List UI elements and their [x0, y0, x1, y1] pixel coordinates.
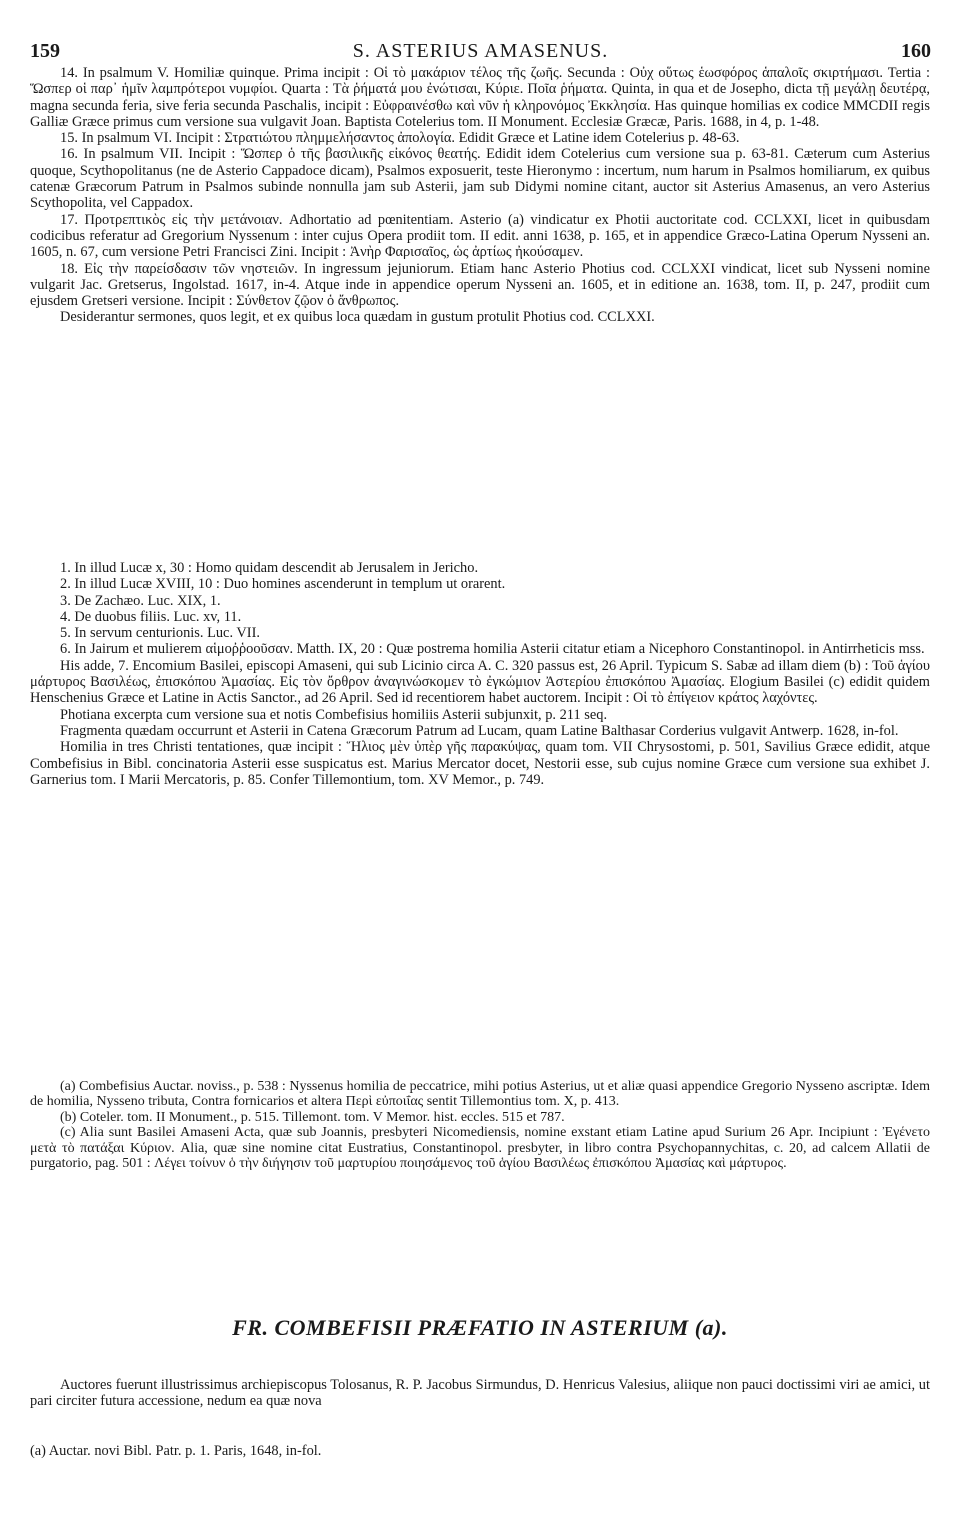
paragraph: Auctores fuerunt illustrissimus archiepiscopus Tolosanus, R. P. Jacobus Sirmundus, D. Henricus Valesius, aliique non pauci doctissimi viri ae amici, ut pari circiter futura accessione, nedum ea quæ nova — [30, 1377, 930, 1410]
list-item: 5. In servum centurionis. Luc. VII. — [60, 625, 260, 642]
paragraph: 17. Προτρεπτικὸς εἰς τὴν μετάνοιαν. Adhortatio ad pœnitentiam. Asterio (a) vindicatur ex Photii auctoritate cod. CCLXXI, licet in quibusdam codicibus referatur ad Gregorium Nyssenum : inter cujus Opera prodiit tom. II edit. anni 1638, p. 165, et in appendice Græco-Latina Operum Nysseni an. 1605, n. 67, cum versione Petri Francisci Zini. Incipit : Ἀνὴρ Φαρισαῖος, ὡς ἀρτίως ἠκούσαμεν. — [30, 211, 930, 261]
section-footnote: (a) Auctar. novi Bibl. Patr. p. 1. Paris, 1648, in-fol. — [30, 1443, 322, 1459]
paragraph: 15. In psalmum VI. Incipit : Στρατιώτου πλημμελήσαντος ἀπολογία. Edidit Græce et Latine idem Cotelerius p. 48-63. — [60, 130, 740, 147]
running-title: S. ASTERIUS AMASENUS. — [352, 40, 609, 62]
list-item: 2. In illud Lucæ XVIII, 10 : Duo homines ascenderunt in templum ut orarent. — [60, 576, 506, 593]
paragraph: 16. In psalmum VII. Incipit : Ὥσπερ ὁ τῆς βασιλικῆς εἰκόνος θεατής. Edidit idem Cotelerius cum versione sua p. 63-81. Cæterum cum Asterius quoque, Scythopolitanus (ne de Asterio Cappadoce dicam), Psalmos exposuerit, teste Hieronymo : incertum, num harum in Psalmos homiliarum, ex quibus catenæ Græcorum Patrum in Psalmos subinde nonnulla jam sub Asterii, jam sub Didymi nomine citant, auctor sit Asterius Amasenus, an vero Asterius Scythopolita, vel Cappadox. — [30, 146, 930, 212]
page-number-left: 159 — [30, 40, 60, 62]
section-body — [30, 1377, 930, 1410]
paragraph: Desiderantur sermones, quos legit, et ex quibus loca quædam in gustum protulit Photius cod. CCLXXI. — [60, 309, 655, 326]
footnote: (b) Coteler. tom. II Monument., p. 515. Tillemont. tom. V Memor. hist. eccles. 515 et 787. — [60, 1109, 565, 1125]
running-header — [30, 40, 931, 64]
footnotes — [30, 1079, 930, 1171]
footnote: (a) Combefisius Auctar. noviss., p. 538 : Nyssenus homilia de peccatrice, mihi potius Asterius, ut et aliæ quasi appendice Gregorio Nysseno ascriptæ. Idem de homilia, Nysseno tributa, Contra fornicarios et altera Περὶ εὐποιΐας sentit Tillemontius tom. X, p. 413. — [30, 1079, 930, 1110]
footnote: (c) Alia sunt Basilei Amaseni Acta, quæ sub Joannis, presbyteri Nicomediensis, nomine exstant etiam Latine apud Surium 26 Apr. Incipiunt : Ἐγένετο μετὰ τὸ πατάξαι Κύριον. Alia, quæ sine nomine citat Eustratius, Constantinopol. presbyter, in libro contra Psychopannychitas, c. 20, ad calcem Allatii de purgatorio, pag. 501 : Λέγει τοίνυν ὁ τὴν διήγησιν τοῦ μαρτυρίου ποιησάμενος τοῦ ἁγίου Βασιλέως ἐπισκόπου Ἀμασίας καὶ μάρτυρος. — [30, 1125, 930, 1172]
paragraph: 14. In psalmum V. Homiliæ quinque. Prima incipit : Οἱ τὸ μακάριον τέλος τῆς ζωῆς. Secunda : Οὐχ οὕτως ἑωσφόρος ἁπαλοῖς σκιρτήμασι. Tertia : Ὥσπερ οἱ παρ᾽ ἡμῖν λαμπρότεροι νυμφίοι. Quarta : Τὰ ῥήματά μου ἐνώτισαι, Κύριε. Ποῖα ῥήματα. Quinta, in qua et de Josepho, dicta τῇ μεγάλῃ δευτέρᾳ, magna secunda feria, sive feria secunda Paschalis, incipit : Εὐφραινέσθω καὶ νῦν ἡ κληρονόμος Ἐκκλησία. Has quinque homilias ex codice MMCDII regis Galliæ Græce primus cum versione sua vulgavit Joan. Baptista Cotelerius tom. II Monument. Ecclesiæ Græcæ, Paris. 1688, in 4, p. 1-48. — [30, 65, 930, 130]
list-item: 4. De duobus filiis. Luc. xv, 11. — [60, 608, 242, 625]
main-text-upper — [30, 65, 930, 326]
main-text-lower — [30, 560, 930, 788]
list-item: 1. In illud Lucæ x, 30 : Homo quidam descendit ab Jerusalem in Jericho. — [60, 560, 479, 576]
paragraph: 18. Εἰς τὴν παρείσδασιν τῶν νηστειῶν. In ingressum jejuniorum. Etiam hanc Asterio Photius cod. CCLXXI vindicat, licet sub Nysseni nomine vulgarit Jac. Gretserus, Ingolstad. 1617, in-4. Atque inde in appendice operum Nysseni an. 1605, et in editione an. 1638, tom. II, p. 247, prodiit cum ejusdem Gretseri versione. Incipit : Σύνθετον ζῷον ὁ ἄνθρωπος. — [30, 260, 930, 310]
paragraph: His adde, 7. Encomium Basilei, episcopi Amaseni, qui sub Licinio circa A. C. 320 passus est, 26 April. Typicum S. Sabæ ad illam diem (b) : Τοῦ ἁγίου μάρτυρος Βασιλέως, ἐπισκόπου Ἀμασίας. Εἰς τὸν ὄρθρον ἀναγινώσκομεν τὸ ἐγκώμιον Ἀστερίου ἐπισκόπου Ἀμασίας. Elogium Basilei (c) edidit quidem Henschenius Græce et Latine in Actis Sanctor., ad 26 April. Sed id recentiorem habet auctorem. Incipit : Οἱ τὸ ἐπίγειον κράτος λαχόντες. — [30, 657, 930, 707]
paragraph: Fragmenta quædam occurrunt et Asterii in Catena Græcorum Patrum ad Lucam, quam Latine Balthasar Corderius vulgavit Antwerp. 1628, in-fol. — [60, 722, 899, 739]
paragraph: Homilia in tres Christi tentationes, quæ incipit : Ἥλιος μὲν ὑπὲρ γῆς παρακύψας, quam tom. VII Chrysostomi, p. 501, Savilius Græce edidit, atque Combefisius in Bibl. concinatoria Asterii esse suspicatus est. Marius Mercator docet, Nestorii esse, sub cujus nomine Græce cum versione sua exhibet J. Garnerius tom. I Marii Mercatoris, p. 85. Confer Tillemontium, tom. XV Memor., p. 749. — [30, 739, 930, 788]
list-item: 6. In Jairum et mulierem αἱμοῤῥοοῦσαν. Matth. IX, 20 : Quæ postrema homilia Asterii citatur etiam a Nicephoro Constantinopol. in Antirrheticis mss. — [60, 641, 925, 658]
list-item: 3. De Zachæo. Luc. XIX, 1. — [60, 592, 221, 609]
section-title: FR. COMBEFISII PRÆFATIO IN ASTERIUM (a). — [232, 1315, 728, 1340]
paragraph: Photiana excerpta cum versione sua et notis Combefisius homiliis Asterii subjunxit, p. 211 seq. — [60, 706, 608, 723]
page-number-right: 160 — [901, 40, 931, 62]
